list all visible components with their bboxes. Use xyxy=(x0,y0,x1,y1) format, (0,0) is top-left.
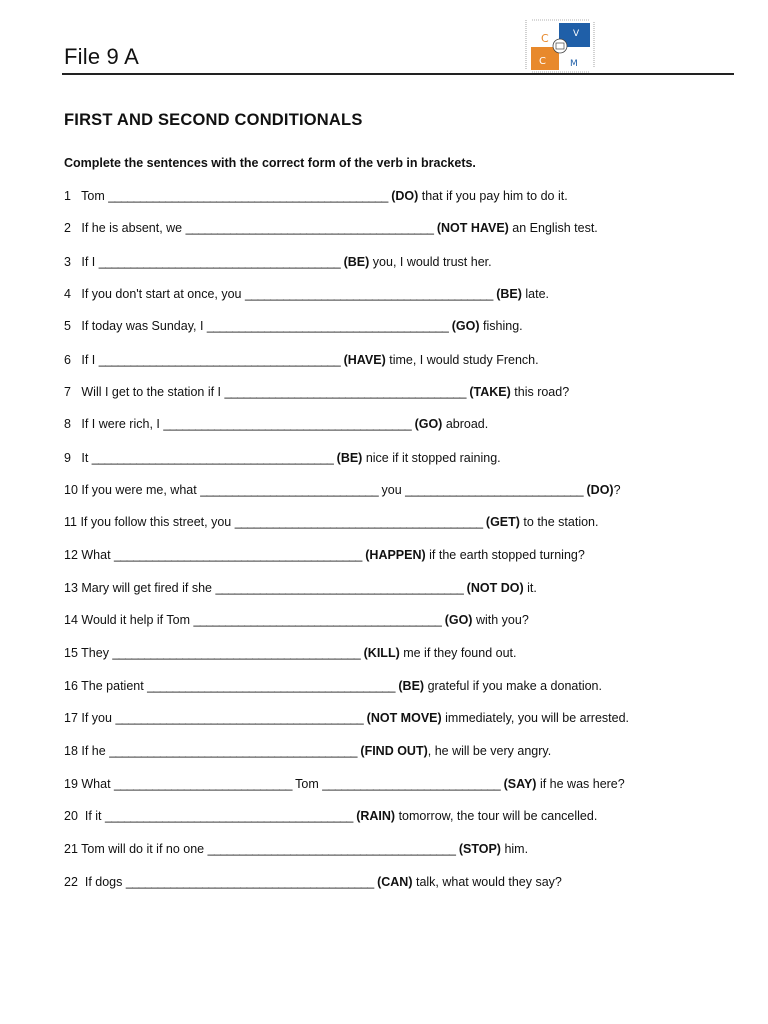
verb-prompt: (NOT DO) xyxy=(466,581,524,595)
item-number: 1 xyxy=(64,189,71,203)
exercise-item xyxy=(64,384,569,400)
sentence-text: Tom will do it if no one xyxy=(77,842,208,856)
answer-blank[interactable]: _______________________________________ xyxy=(114,548,362,562)
worksheet-heading: FIRST AND SECOND CONDITIONALS xyxy=(64,111,363,129)
logo-icon xyxy=(524,16,598,74)
answer-blank[interactable]: ______________________________________ xyxy=(98,353,341,367)
exercise-item xyxy=(64,514,598,530)
answer-blank[interactable]: _______________________________________ xyxy=(185,221,434,235)
item-number: 20 xyxy=(64,809,78,823)
answer-blank[interactable]: _______________________________________ xyxy=(112,646,361,660)
school-logo xyxy=(524,16,598,74)
svg-text:C: C xyxy=(541,32,549,45)
sentence-text: If you don't start at once, you xyxy=(70,287,245,301)
exercise-item xyxy=(64,547,585,563)
sentence-text: me if they found out. xyxy=(399,646,517,660)
answer-blank[interactable]: _______________________________________ xyxy=(207,842,456,856)
sentence-text: Will I get to the station if I xyxy=(70,385,225,399)
item-number: 5 xyxy=(64,319,71,333)
exercise-item xyxy=(64,450,501,466)
header-divider xyxy=(62,73,734,75)
answer-blank[interactable]: _______________________________________ xyxy=(147,679,395,693)
sentence-text: If I xyxy=(70,353,99,367)
verb-prompt: (DO) xyxy=(586,483,614,497)
verb-prompt: (GO) xyxy=(444,613,473,627)
verb-prompt: (GET) xyxy=(485,515,520,529)
item-number: 17 xyxy=(64,711,78,725)
sentence-text: that if you pay him to do it. xyxy=(418,189,568,203)
verb-prompt: (NOT HAVE) xyxy=(436,221,509,235)
sentence-text: him. xyxy=(500,842,529,856)
sentence-text: to the station. xyxy=(519,515,599,529)
sentence-text: time, I would study French. xyxy=(385,353,539,367)
sentence-text: , he will be very angry. xyxy=(427,744,552,758)
sentence-text: an English test. xyxy=(508,221,598,235)
svg-text:C: C xyxy=(539,56,546,67)
answer-blank[interactable]: _______________________________________ xyxy=(109,744,357,758)
sentence-text: you xyxy=(378,483,406,497)
item-number: 16 xyxy=(64,679,78,693)
item-number: 14 xyxy=(64,613,78,627)
sentence-text: immediately, you will be arrested. xyxy=(441,711,629,725)
sentence-text: It xyxy=(70,451,92,465)
exercise-item xyxy=(64,254,492,270)
sentence-text: Tom xyxy=(291,777,323,791)
item-number: 13 xyxy=(64,581,78,595)
sentence-text: What xyxy=(77,777,115,791)
verb-prompt: (STOP) xyxy=(458,842,501,856)
verb-prompt: (KILL) xyxy=(363,646,400,660)
sentence-text: Mary will get fired if she xyxy=(77,581,216,595)
item-number: 7 xyxy=(64,385,71,399)
verb-prompt: (HAPPEN) xyxy=(365,548,426,562)
exercise-item xyxy=(64,286,549,302)
sentence-text: If it xyxy=(77,809,105,823)
exercise-item xyxy=(64,220,598,236)
verb-prompt: (BE) xyxy=(336,451,363,465)
sentence-text: If I were rich, I xyxy=(70,417,164,431)
sentence-text: The patient xyxy=(77,679,148,693)
item-number: 19 xyxy=(64,777,78,791)
verb-prompt: (HAVE) xyxy=(343,353,386,367)
item-number: 4 xyxy=(64,287,71,301)
item-number: 9 xyxy=(64,451,71,465)
verb-prompt: (FIND OUT) xyxy=(360,744,428,758)
sentence-text: with you? xyxy=(472,613,529,627)
item-number: 22 xyxy=(64,875,78,889)
exercise-item xyxy=(64,874,562,890)
sentence-text: If you follow this street, you xyxy=(76,515,235,529)
sentence-text: ? xyxy=(613,483,621,497)
exercise-item xyxy=(64,188,568,204)
sentence-text: If you xyxy=(77,711,116,725)
answer-blank[interactable]: _______________________________________ xyxy=(115,711,364,725)
verb-prompt: (TAKE) xyxy=(469,385,511,399)
sentence-text: if he was here? xyxy=(536,777,625,791)
instructions: Complete the sentences with the correct form of the verb in brackets. xyxy=(64,156,476,170)
item-number: 8 xyxy=(64,417,71,431)
item-number: 12 xyxy=(64,548,78,562)
sentence-text: If I xyxy=(70,255,99,269)
exercise-item xyxy=(64,841,528,857)
exercise-item xyxy=(64,678,602,694)
exercise-item xyxy=(64,612,529,628)
sentence-text: abroad. xyxy=(442,417,489,431)
sentence-text: tomorrow, the tour will be cancelled. xyxy=(395,809,598,823)
item-number: 21 xyxy=(64,842,78,856)
sentence-text: What xyxy=(77,548,115,562)
sentence-text: you, I would trust her. xyxy=(369,255,492,269)
answer-blank[interactable]: ____________________________ xyxy=(322,777,501,791)
verb-prompt: (RAIN) xyxy=(356,809,396,823)
exercise-item xyxy=(64,416,488,432)
exercise-item xyxy=(64,710,629,726)
item-number: 15 xyxy=(64,646,78,660)
answer-blank[interactable]: _______________________________________ xyxy=(244,287,493,301)
answer-blank[interactable]: ______________________________________ xyxy=(224,385,466,399)
sentence-text: this road? xyxy=(510,385,570,399)
answer-blank[interactable]: ______________________________________ xyxy=(98,255,341,269)
item-number: 18 xyxy=(64,744,78,758)
sentence-text: late. xyxy=(521,287,549,301)
answer-blank[interactable]: _______________________________________ xyxy=(234,515,483,529)
item-number: 11 xyxy=(64,515,77,529)
item-number: 3 xyxy=(64,255,71,269)
verb-prompt: (GO) xyxy=(414,417,443,431)
answer-blank[interactable]: ______________________________________ xyxy=(91,451,334,465)
sentence-text: If he xyxy=(77,744,110,758)
answer-blank[interactable]: _______________________________________ xyxy=(193,613,442,627)
verb-prompt: (DO) xyxy=(391,189,419,203)
item-number: 6 xyxy=(64,353,71,367)
exercise-item xyxy=(64,776,625,792)
svg-text:M: M xyxy=(570,59,578,69)
sentence-text: If dogs xyxy=(77,875,126,889)
sentence-text: They xyxy=(77,646,113,660)
answer-blank[interactable]: ______________________________________ xyxy=(206,319,449,333)
exercise-item xyxy=(64,482,621,498)
verb-prompt: (NOT MOVE) xyxy=(366,711,442,725)
sentence-text: it. xyxy=(523,581,537,595)
sentence-text: nice if it stopped raining. xyxy=(362,451,501,465)
sentence-text: talk, what would they say? xyxy=(412,875,562,889)
answer-blank[interactable]: ____________________________ xyxy=(405,483,584,497)
verb-prompt: (BE) xyxy=(496,287,522,301)
exercise-item xyxy=(64,645,517,661)
verb-prompt: (GO) xyxy=(451,319,480,333)
sentence-text: If he is absent, we xyxy=(70,221,186,235)
exercise-item xyxy=(64,580,537,596)
answer-blank[interactable]: ____________________________ xyxy=(114,777,292,791)
answer-blank[interactable]: _______________________________________ xyxy=(215,581,464,595)
sentence-text: Would it help if Tom xyxy=(77,613,194,627)
answer-blank[interactable]: _______________________________________ xyxy=(163,417,412,431)
answer-blank[interactable]: ____________________________ xyxy=(200,483,379,497)
verb-prompt: (CAN) xyxy=(377,875,413,889)
verb-prompt: (BE) xyxy=(398,679,425,693)
verb-prompt: (BE) xyxy=(343,255,370,269)
sentence-text: If today was Sunday, I xyxy=(70,319,207,333)
sentence-text: If you were me, what xyxy=(77,483,201,497)
file-title: File 9 A xyxy=(64,44,139,69)
sentence-text: fishing. xyxy=(479,319,523,333)
exercise-item xyxy=(64,318,523,334)
sentence-text: Tom xyxy=(70,189,109,203)
item-number: 10 xyxy=(64,483,78,497)
verb-prompt: (SAY) xyxy=(503,777,537,791)
sentence-text: if the earth stopped turning? xyxy=(425,548,585,562)
answer-blank[interactable]: ____________________________________________ xyxy=(108,189,388,203)
svg-text:V: V xyxy=(573,29,580,39)
sentence-text: grateful if you make a donation. xyxy=(424,679,602,693)
answer-blank[interactable]: _______________________________________ xyxy=(125,875,374,889)
exercise-item xyxy=(64,808,597,824)
answer-blank[interactable]: _______________________________________ xyxy=(105,809,353,823)
exercise-item xyxy=(64,743,551,759)
item-number: 2 xyxy=(64,221,71,235)
exercise-item xyxy=(64,352,539,368)
